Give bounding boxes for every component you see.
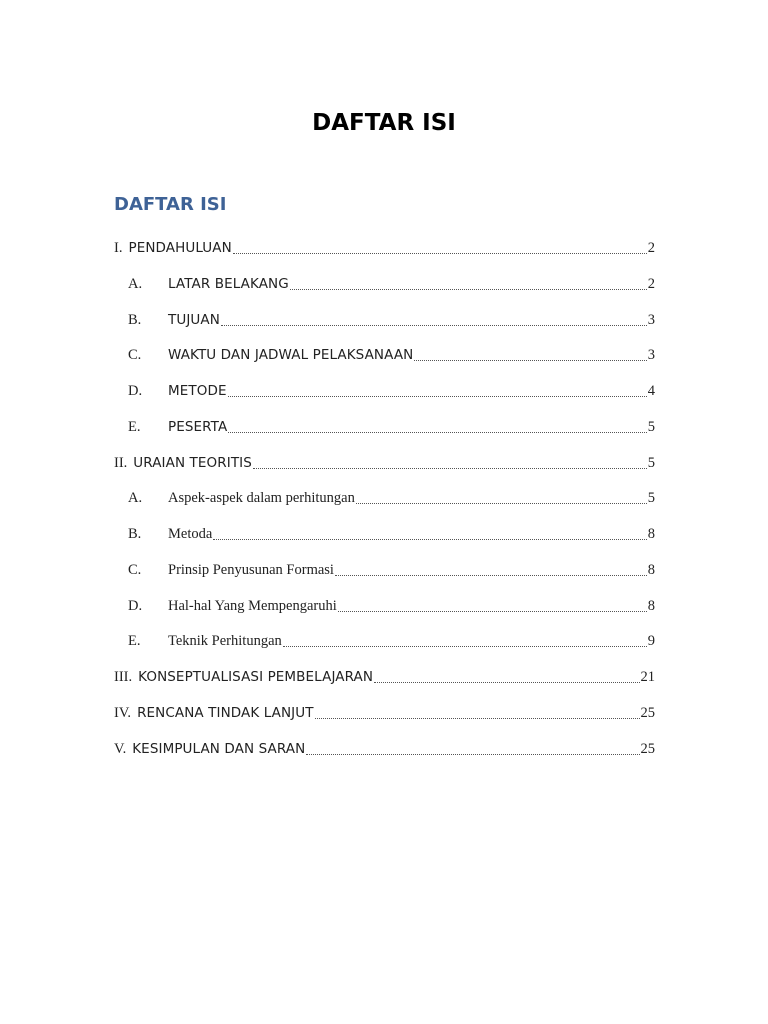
toc-entry-page: 8 xyxy=(647,526,655,542)
toc-entry[interactable] xyxy=(114,410,655,446)
toc-entry-title: Hal-hal Yang Mempengaruhi xyxy=(168,597,337,614)
toc-entry-page: 5 xyxy=(647,418,655,435)
toc-entry-page: 3 xyxy=(647,347,655,364)
toc-entry-title: METODE xyxy=(168,383,227,399)
toc-entry-page: 25 xyxy=(640,740,655,757)
toc-entry-title: Metoda xyxy=(168,526,213,542)
toc-entry[interactable] xyxy=(114,231,655,267)
toc-entry-title: PENDAHULUAN xyxy=(128,240,232,256)
toc-entry-page: 8 xyxy=(647,597,655,614)
toc-entry[interactable] xyxy=(114,303,655,339)
toc-entry-number: E. xyxy=(128,633,141,650)
toc-dot-leader xyxy=(373,660,640,695)
toc-entry[interactable] xyxy=(114,374,655,410)
toc-entry-page: 2 xyxy=(647,275,655,292)
toc-entry-title: Prinsip Penyusunan Formasi xyxy=(168,561,334,578)
toc-entry[interactable] xyxy=(114,338,655,374)
toc-entry-page: 5 xyxy=(647,454,655,471)
toc-entry-page: 21 xyxy=(640,669,655,685)
toc-entry-number: B. xyxy=(128,311,142,328)
toc-dot-leader xyxy=(314,696,641,731)
toc-entry[interactable] xyxy=(114,481,655,517)
toc-entry-number: B. xyxy=(128,526,142,542)
toc-entry-title: WAKTU DAN JADWAL PELAKSANAAN xyxy=(168,347,414,364)
toc-entry-number: D. xyxy=(128,597,143,614)
toc-entry-number: III. xyxy=(114,669,133,685)
toc-dot-leader xyxy=(212,517,647,552)
toc-entry-page: 9 xyxy=(647,633,655,650)
toc-dot-leader xyxy=(289,267,648,302)
toc-entry[interactable] xyxy=(114,553,655,589)
toc-entry-title: Teknik Perhitungan xyxy=(168,633,282,650)
toc-entry[interactable] xyxy=(114,589,655,625)
toc-entry-number: IV. xyxy=(114,704,132,721)
toc-dot-leader xyxy=(252,446,648,481)
toc-entry-title: PESERTA xyxy=(168,418,228,435)
toc-entry-number: C. xyxy=(128,347,142,364)
toc-entry-page: 3 xyxy=(647,311,655,328)
toc-entry-number: II. xyxy=(114,454,128,471)
toc-dot-leader xyxy=(337,589,648,624)
toc-heading: DAFTAR ISI xyxy=(114,194,227,215)
toc-entry-title: Aspek-aspek dalam perhitungan xyxy=(168,490,355,507)
toc-dot-leader xyxy=(227,374,648,409)
toc-entry-title: TUJUAN xyxy=(168,311,220,328)
toc-entry-title: URAIAN TEORITIS xyxy=(133,454,252,471)
toc-entry[interactable] xyxy=(114,732,655,768)
toc-entry-number: D. xyxy=(128,383,143,399)
toc-entry-number: A. xyxy=(128,490,143,507)
page-title: DAFTAR ISI xyxy=(312,110,456,136)
toc-entry-number: A. xyxy=(128,275,143,292)
toc-entry[interactable] xyxy=(114,696,655,732)
toc-entry-title: LATAR BELAKANG xyxy=(168,275,289,292)
toc-entry-page: 5 xyxy=(647,490,655,507)
toc-entry[interactable] xyxy=(114,624,655,660)
table-of-contents xyxy=(114,231,655,767)
toc-entry-page: 4 xyxy=(647,383,655,399)
toc-entry-page: 25 xyxy=(640,704,655,721)
toc-dot-leader xyxy=(305,732,640,767)
toc-entry[interactable] xyxy=(114,660,655,696)
toc-dot-leader xyxy=(334,553,648,588)
toc-dot-leader xyxy=(355,481,648,516)
toc-entry[interactable] xyxy=(114,267,655,303)
toc-entry-page: 8 xyxy=(647,561,655,578)
toc-dot-leader xyxy=(413,338,647,373)
toc-entry-number: C. xyxy=(128,561,142,578)
toc-dot-leader xyxy=(220,303,648,338)
toc-entry-number: I. xyxy=(114,240,123,256)
toc-entry-page: 2 xyxy=(647,240,655,256)
toc-entry[interactable] xyxy=(114,517,655,553)
toc-dot-leader xyxy=(282,624,648,659)
toc-dot-leader xyxy=(232,231,648,266)
toc-entry-number: V. xyxy=(114,740,127,757)
toc-entry-title: KONSEPTUALISASI PEMBELAJARAN xyxy=(138,669,374,685)
toc-entry-title: KESIMPULAN DAN SARAN xyxy=(132,740,306,757)
toc-entry[interactable] xyxy=(114,446,655,482)
toc-entry-number: E. xyxy=(128,418,141,435)
toc-dot-leader xyxy=(227,410,647,445)
toc-entry-title: RENCANA TINDAK LANJUT xyxy=(137,704,314,721)
